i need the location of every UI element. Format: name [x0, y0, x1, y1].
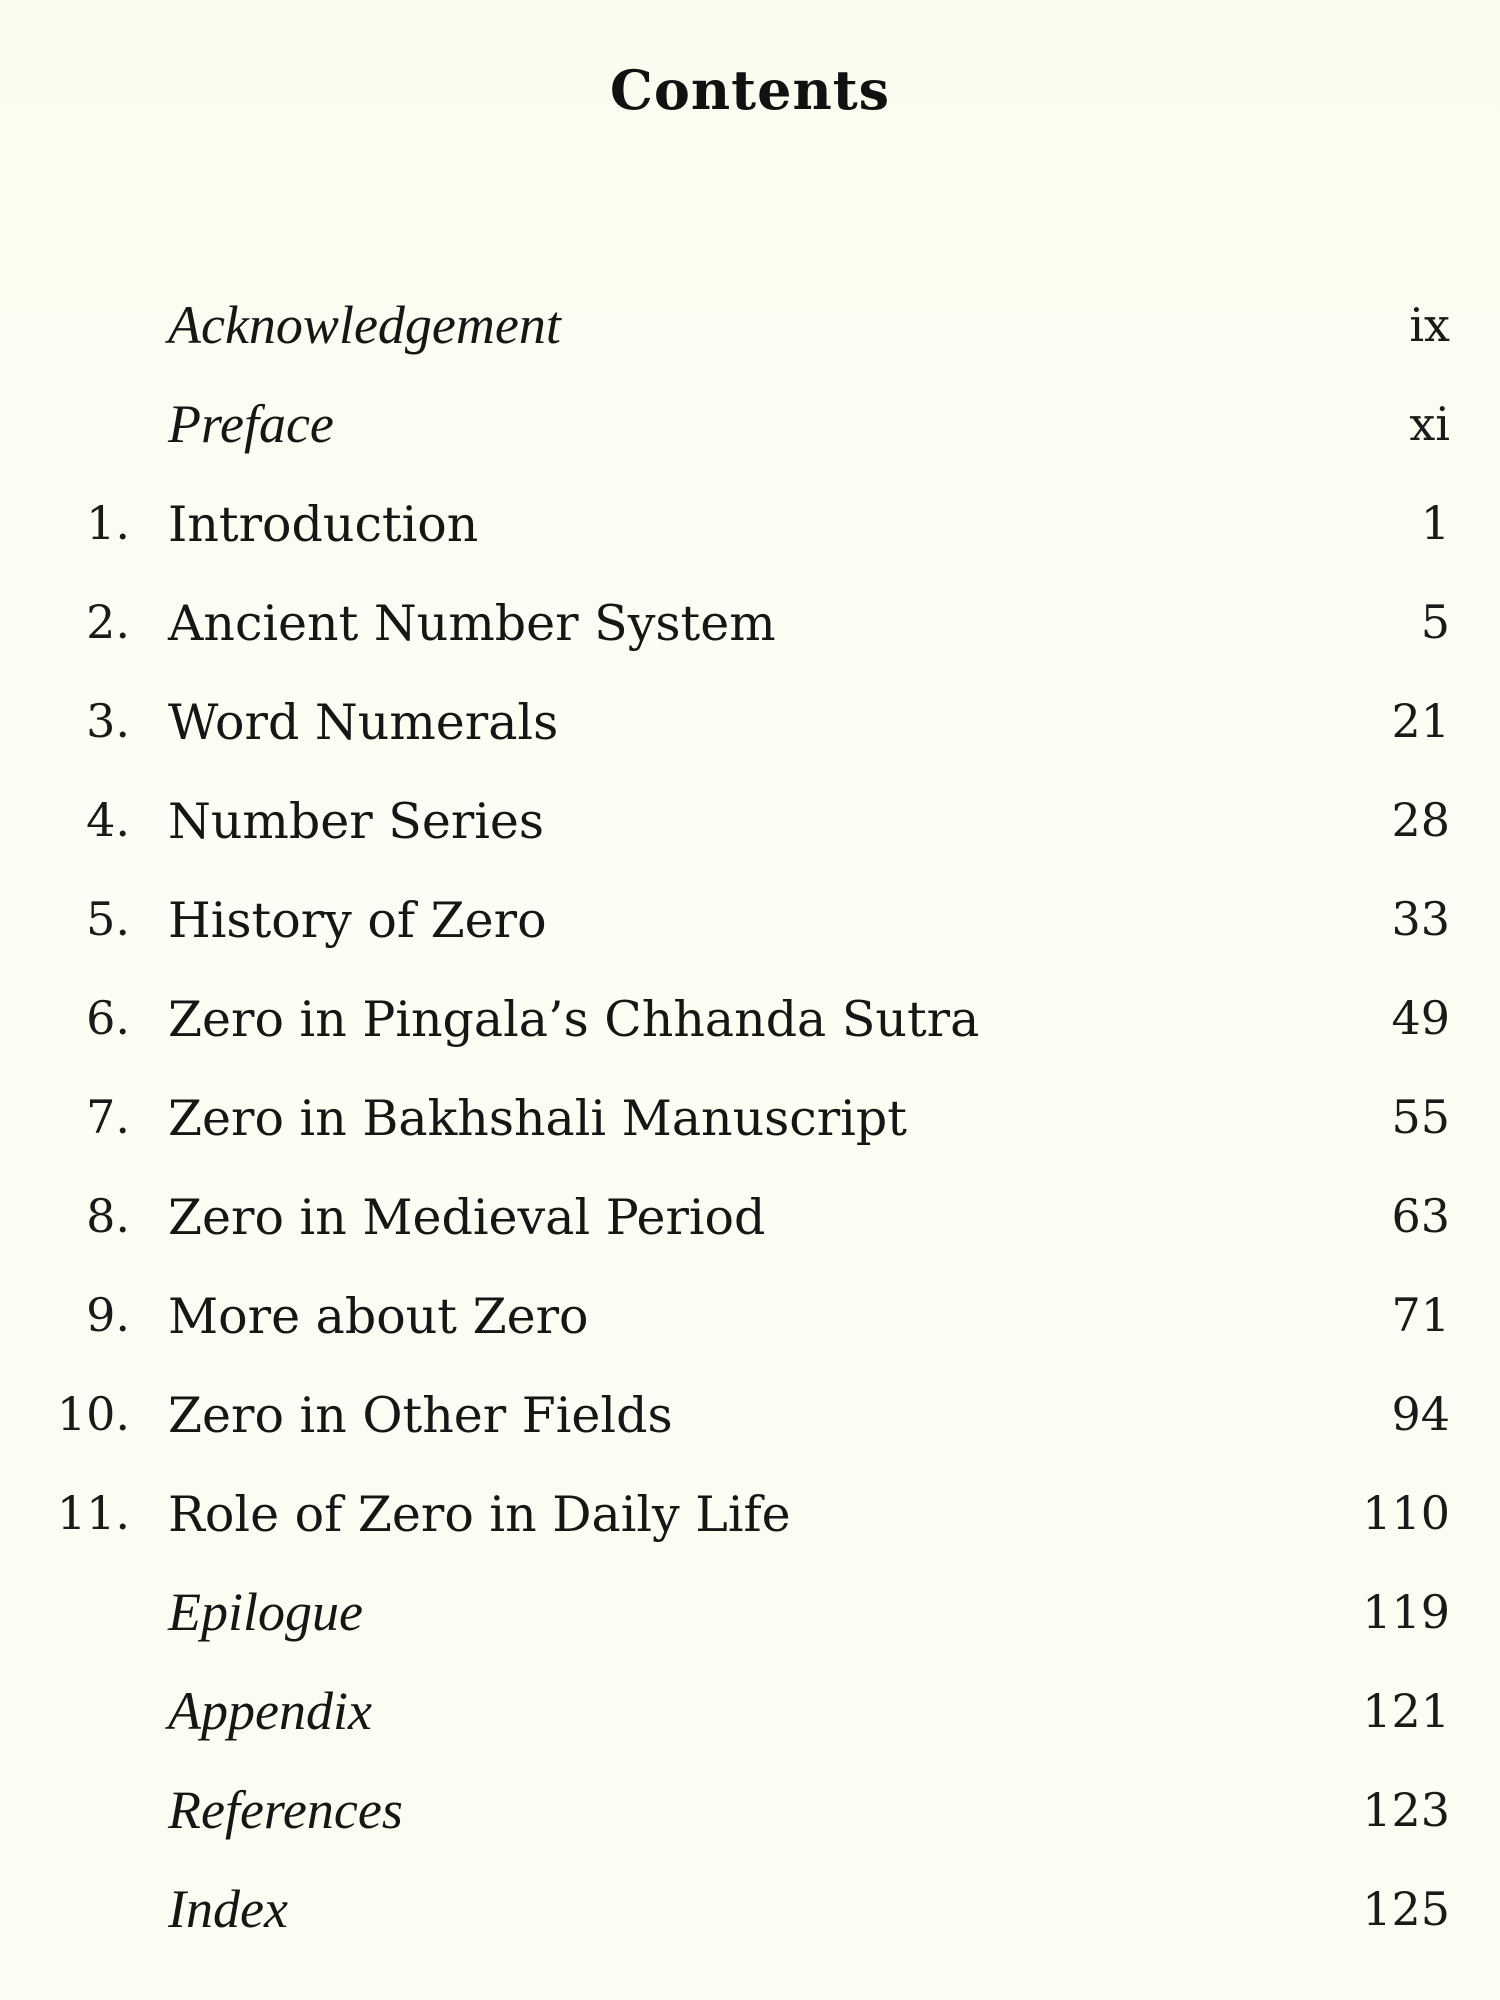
toc-entry-title: Role of Zero in Daily Life: [168, 1486, 791, 1543]
toc-entry: [0, 1171, 1500, 1270]
toc-entry-title: Zero in Medieval Period: [168, 1189, 766, 1246]
toc-entry: [0, 775, 1500, 874]
toc-entry: [0, 280, 1500, 379]
toc-entry-number: 2.: [86, 595, 130, 649]
toc-entry-page-number: 121: [1362, 1684, 1450, 1738]
toc-entry-page-number: 28: [1391, 793, 1450, 847]
toc-entry: [0, 478, 1500, 577]
toc-entry-title: Number Series: [168, 793, 545, 850]
toc-entry-number: 11.: [56, 1486, 130, 1540]
toc-entry-title: More about Zero: [168, 1288, 589, 1345]
toc-entry-page-number: 110: [1362, 1486, 1450, 1540]
toc-entry-number: 4.: [86, 793, 130, 847]
toc-entry: [0, 577, 1500, 676]
toc-entry: [0, 379, 1500, 478]
toc-entry: [0, 1270, 1500, 1369]
toc-entry-page-number: 55: [1391, 1090, 1450, 1144]
toc-entry-title: Index: [168, 1879, 288, 1939]
toc-entry: [0, 1072, 1500, 1171]
toc-entry-number: 7.: [86, 1090, 130, 1144]
toc-entry-page-number: 123: [1362, 1783, 1450, 1837]
toc-entry: [0, 973, 1500, 1072]
toc-entry-number: 5.: [86, 892, 130, 946]
toc-entry-page-number: 5: [1420, 595, 1450, 649]
toc-entry-number: 3.: [86, 694, 130, 748]
toc-entry-title: Zero in Pingala’s Chhanda Sutra: [168, 991, 980, 1048]
toc-entry: [0, 676, 1500, 775]
toc-entry-title: Epilogue: [168, 1582, 363, 1642]
toc-entry-title: Zero in Other Fields: [168, 1387, 673, 1444]
toc-entry: [0, 1765, 1500, 1864]
toc-entry-title: Zero in Bakhshali Manuscript: [168, 1090, 907, 1147]
toc-entry-number: 10.: [56, 1387, 130, 1441]
toc-entry-title: Appendix: [168, 1681, 372, 1741]
toc-entry: [0, 1864, 1500, 1963]
toc-entry-page-number: 119: [1362, 1585, 1450, 1639]
toc-entry-title: Acknowledgement: [168, 295, 561, 355]
toc-entry-title: Preface: [168, 394, 334, 454]
toc-entry: [0, 1666, 1500, 1765]
toc-entry-title: References: [168, 1780, 403, 1840]
page-title: Contents: [609, 58, 891, 122]
toc-entry-page-number: 71: [1391, 1288, 1450, 1342]
toc-entry-page-number: xi: [1409, 397, 1450, 451]
toc-entry-number: 8.: [86, 1189, 130, 1243]
toc-entry: [0, 874, 1500, 973]
toc-entry-title: History of Zero: [168, 892, 547, 949]
toc-entry-number: 6.: [86, 991, 130, 1045]
toc-entry-page-number: ix: [1409, 298, 1450, 352]
toc-entry-page-number: 63: [1391, 1189, 1450, 1243]
toc-entry-title: Word Numerals: [168, 694, 559, 751]
toc-entry-page-number: 94: [1391, 1387, 1450, 1441]
toc-entry-page-number: 49: [1391, 991, 1450, 1045]
toc-entry-title: Introduction: [168, 496, 479, 553]
toc-entry-page-number: 21: [1391, 694, 1450, 748]
toc-entry-number: 1.: [86, 496, 130, 550]
toc-entry-page-number: 1: [1420, 496, 1450, 550]
toc-entry-number: 9.: [86, 1288, 130, 1342]
toc-entry-page-number: 33: [1391, 892, 1450, 946]
toc-entry: [0, 1567, 1500, 1666]
table-of-contents: [0, 280, 1500, 1963]
toc-entry: [0, 1369, 1500, 1468]
toc-entry-title: Ancient Number System: [168, 595, 776, 652]
toc-entry: [0, 1468, 1500, 1567]
toc-entry-page-number: 125: [1362, 1882, 1450, 1936]
